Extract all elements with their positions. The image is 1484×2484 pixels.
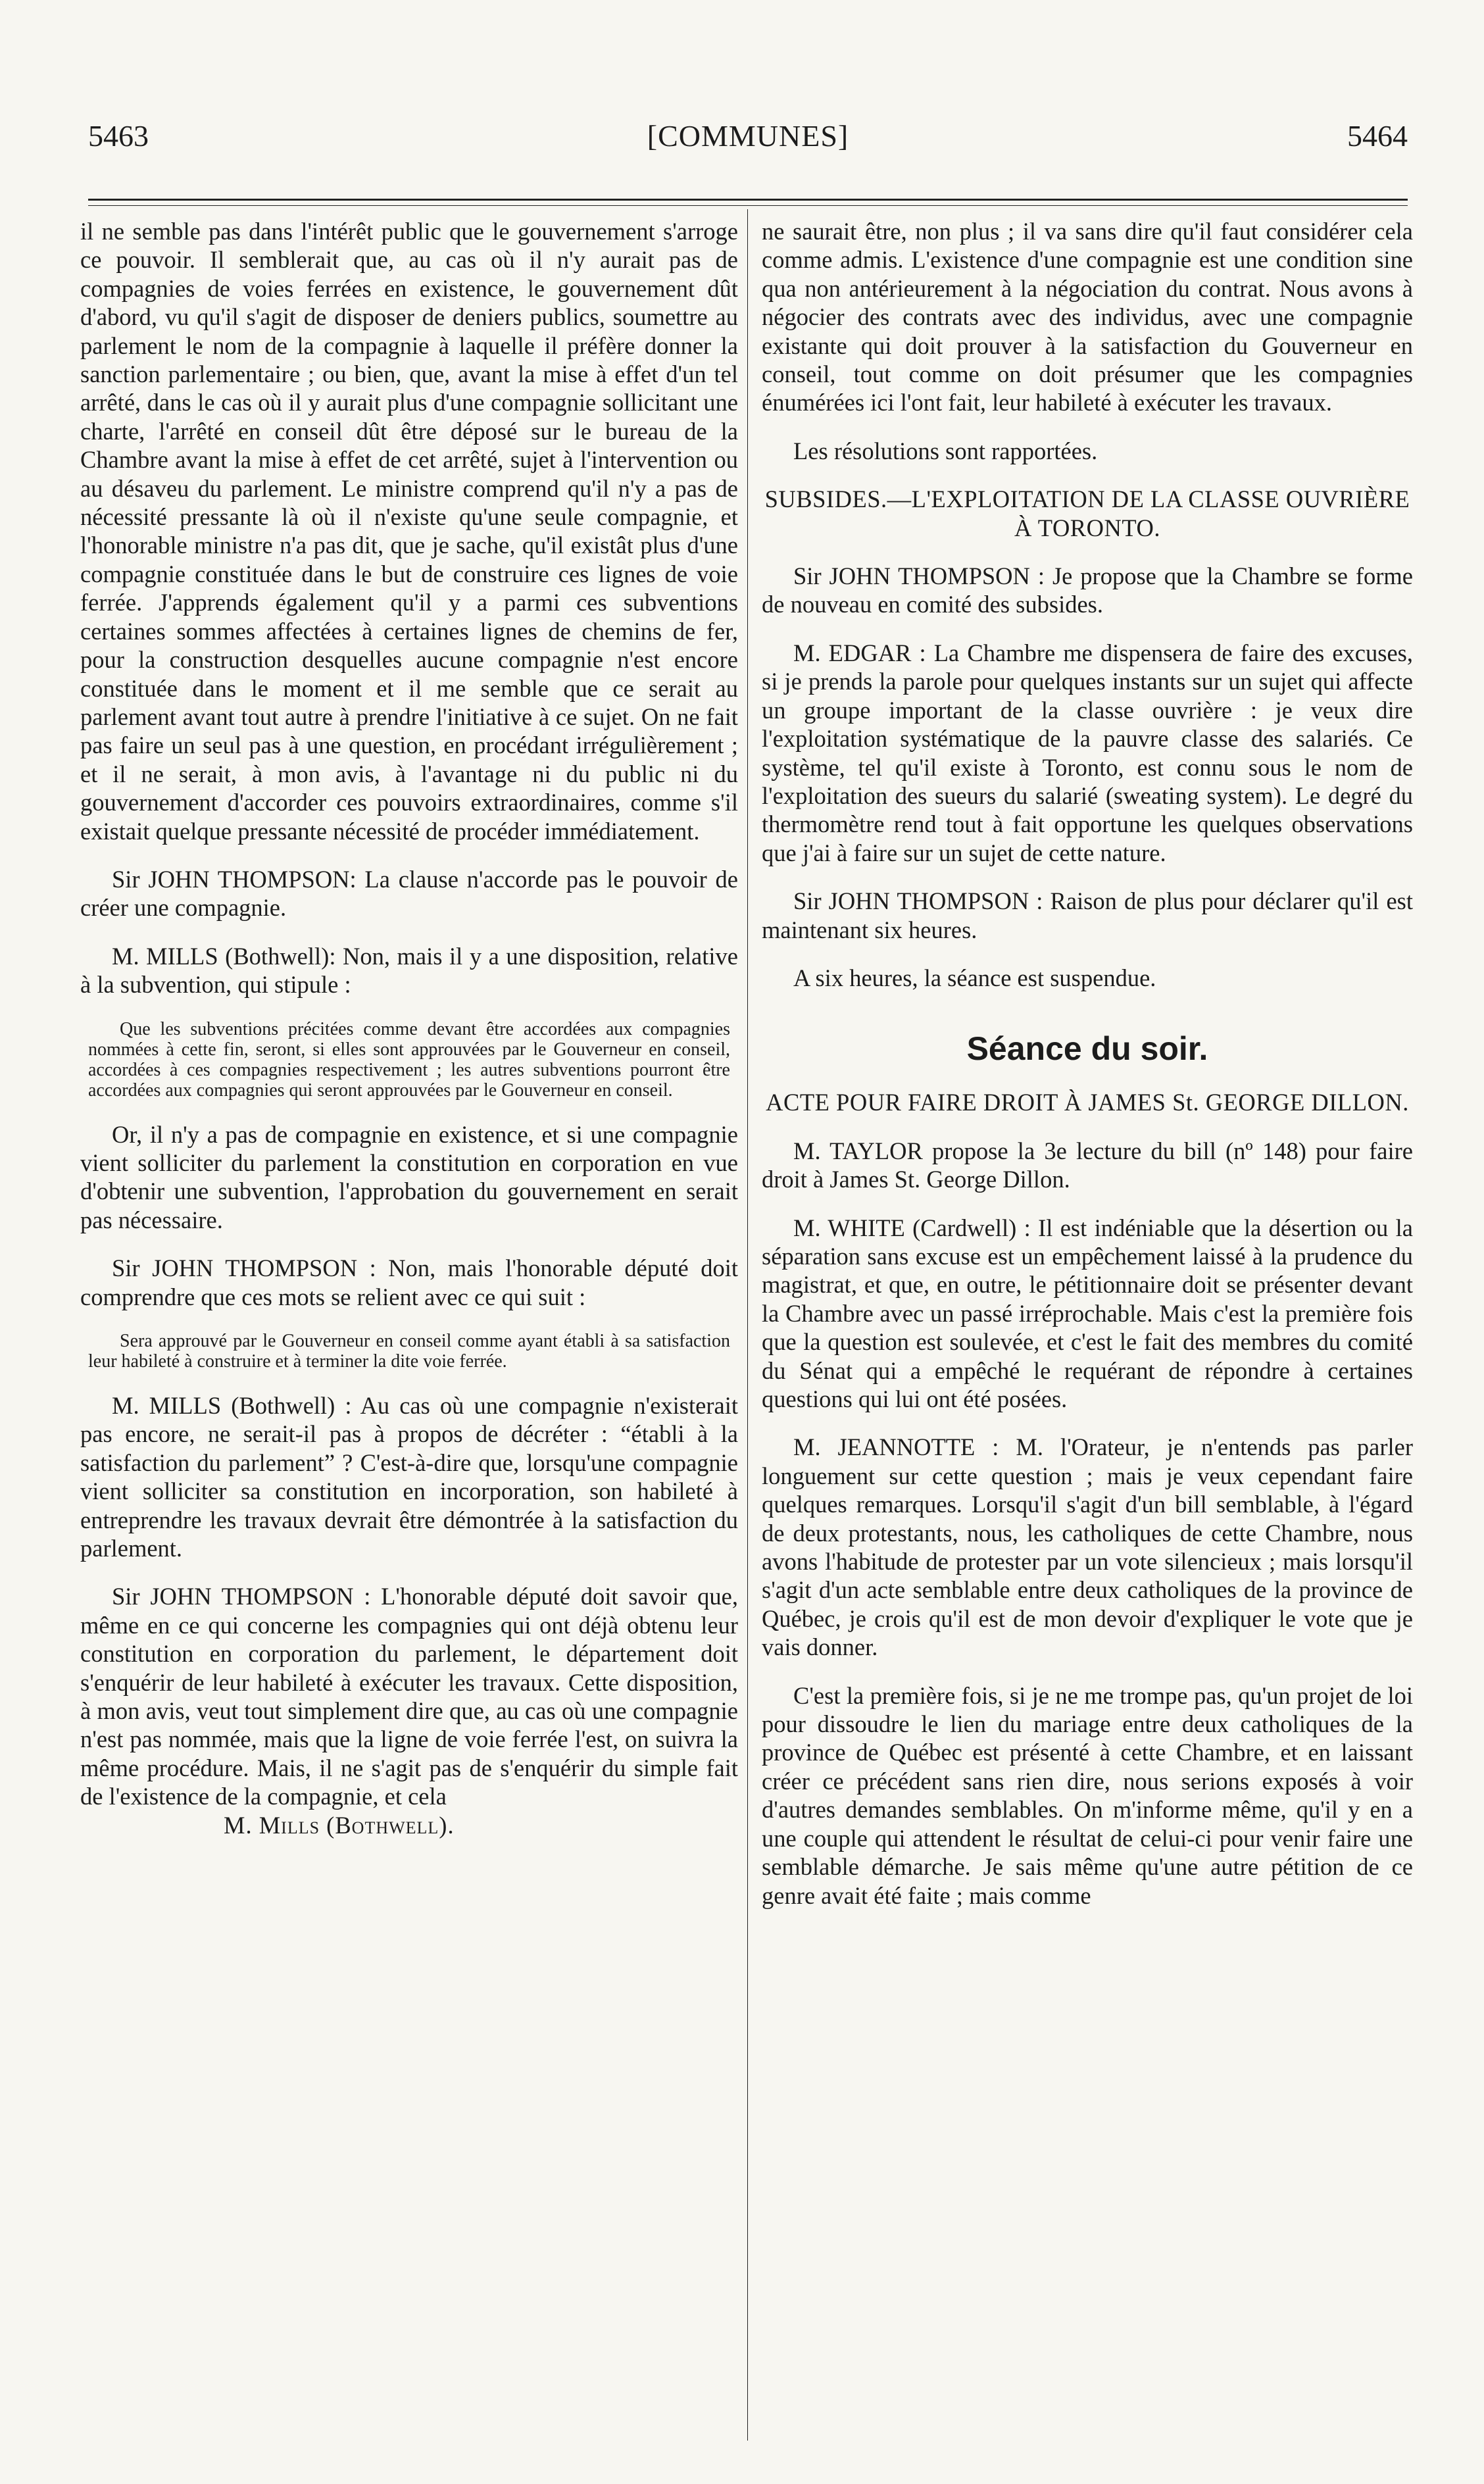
paragraph: M. JEANNOTTE : M. l'Orateur, je n'entends pas parler longuement sur cette question ; mais je veux cependant faire quelques remarques. Lorsqu'il s'agit d'un bill semblable, à l'égard de deux protestants, nous, les catholiques de cette Chambre, nous avons l'habitude de protester par un vote silencieux ; mais lorsqu'il s'agit d'un acte semblable entre deux catholiques de la province de Québec, je crois qu'il est de mon devoir d'expliquer le vote que je vais donner. [762, 1433, 1413, 1661]
paragraph: ne saurait être, non plus ; il va sans dire qu'il faut considérer cela comme admis. L'existence d'une compagnie est une condition sine qua non antérieurement à la négociation du contrat. Nous avons à négocier des contrats avec des individus, avec une compagnie existante qui doit prouver à la satisfaction du Gouverneur en conseil, tout comme on doit présumer que les compagnies énumérées ici l'ont fait, leur habileté à exécuter les travaux. [762, 218, 1413, 416]
paragraph: il ne semble pas dans l'intérêt public que le gouvernement s'arroge ce pouvoir. Il semblerait que, au cas où il n'y aurait pas de compagnies de voies ferrées en existence, le gouvernement dût d'abord, vu qu'il s'agit de disposer de deniers publics, soumettre au parlement le nom de la compagnie à laquelle il préfère donner la sanction parlementaire ; ou bien, que, avant la mise à effet d'un tel arrêté, dans le cas où il y aurait plus d'une compagnie sollicitant une charte, l'arrêté en conseil dût être déposé sur le bureau de la Chambre avant la mise à effet de cet arrêté, sujet à l'intervention ou au désaveu du parlement. Le ministre comprend qu'il n'y a pas de nécessité pressante là où il n'existe qu'une seule compagnie, et l'honorable ministre n'a pas dit, que je sache, qu'il existât plus d'une compagnie constituée dans le but de construire ces lignes de voie ferrée. J'apprends également qu'il y a parmi ces subventions certaines sommes affectées à certaines lignes de chemins de fer, pour la construction desquelles aucune compagnie n'est encore constituée dans le moment et il me semble que ce serait au parlement avant tout autre à prendre l'initiative à ce sujet. On ne fait pas faire un seul pas à une question, en procédant irrégulièrement ; et il ne serait, à mon avis, à l'avantage ni du public ni du gouvernement d'accorder ces pouvoirs extraordinaires, comme s'il existait quelque pressante nécessité de procéder immédiatement. [80, 218, 738, 845]
page-header [88, 118, 1408, 171]
paragraph: Or, il n'y a pas de compagnie en existence, et si une compagnie vient solliciter du parlement la constitution en corporation en vue d'obtenir une subvention, l'approbation du gouvernement en serait pas nécessaire. [80, 1120, 738, 1233]
page-footer-speaker: M. Mills (Bothwell). [224, 1811, 455, 1839]
paragraph: Sir JOHN THOMPSON: La clause n'accorde pas le pouvoir de créer une compagnie. [80, 865, 738, 922]
paragraph: C'est la première fois, si je ne me trompe pas, qu'un projet de loi pour dissoudre le lien du mariage entre deux catholiques de la province de Québec est présenté à cette Chambre, et en laissant créer ce précédent sans rien dire, nous serions exposés à voir d'autres demandes semblables. On m'informe même, qu'il y en a une couple qui attendent le résultat de celui-ci pour venir faire une semblable démarche. Je sais même qu'une autre pétition de ce genre avait été faite ; mais comme [762, 1681, 1413, 1909]
quoted-clause: Que les subventions précitées comme devant être accordées aux compagnies nommées à cette fin, seront, si elles sont approuvées par le Gouverneur en conseil, accordées à ces compagnies respectivement ; les autres subventions pourront être accordées aux compagnies qui seront approuvées par le Gouverneur en conseil. [88, 1018, 730, 1101]
paragraph: M. TAYLOR propose la 3e lecture du bill (nº 148) pour faire droit à James St. George Dillon. [762, 1137, 1413, 1193]
page-title: [COMMUNES] [647, 119, 849, 153]
right-column [762, 217, 1413, 1929]
section-heading: SUBSIDES.—L'EXPLOITATION DE LA CLASSE OUVRIÈRE À TORONTO. [764, 485, 1410, 541]
paragraph: Sir JOHN THOMPSON : Non, mais l'honorable député doit comprendre que ces mots se relient avec ce qui suit : [80, 1254, 738, 1310]
paragraph: Sir JOHN THOMPSON : Je propose que la Chambre se forme de nouveau en comité des subsides. [762, 562, 1413, 618]
page-number-left: 5463 [88, 119, 149, 153]
paragraph: M. MILLS (Bothwell): Non, mais il y a une disposition, relative à la subvention, qui stipule : [80, 942, 738, 999]
section-heading: ACTE POUR FAIRE DROIT À JAMES St. GEORGE DILLON. [766, 1089, 1409, 1116]
paragraph: Sir JOHN THOMPSON : L'honorable député doit savoir que, même en ce qui concerne les compagnies qui ont déjà obtenu leur constitution en corporation du parlement, le département doit s'enquérir de leur habileté à exécuter les travaux. Cette disposition, à mon avis, veut tout simplement dire que, au cas où une compagnie n'est pas nommée, mais que la ligne de voie ferrée l'est, on suivra la même procédure. Mais, il ne s'agit pas de s'enquérir du simple fait de l'existence de la compagnie, et cela [80, 1583, 738, 1810]
session-heading: Séance du soir. [966, 1030, 1208, 1068]
page-number-right: 5464 [1347, 119, 1408, 153]
paragraph: Les résolutions sont rapportées. [793, 437, 1098, 464]
paragraph: Sir JOHN THOMPSON : Raison de plus pour déclarer qu'il est maintenant six heures. [762, 887, 1413, 943]
paragraph: M. MILLS (Bothwell) : Au cas où une compagnie n'existerait pas encore, ne serait-il pas à propos de décréter : “établi à la satisfaction du parlement” ? C'est-à-dire que, lorsqu'une compagnie vient solliciter sa constitution en incorporation, son habileté à entreprendre les travaux devrait être démontrée à la satisfaction du parlement. [80, 1392, 738, 1562]
header-rule-thick [88, 199, 1408, 201]
paragraph: M. EDGAR : La Chambre me dispensera de faire des excuses, si je prends la parole pour quelques instants sur un sujet qui affecte un groupe important de la classe ouvrière : je veux dire l'exploitation systématique de la pauvre classe des salariés. Ce système, tel qu'il existe à Toronto, est connu sous le nom de l'exploitation des sueurs du salarié (sweating system). Le degré du thermomètre rend tout à fait opportune les quelques observations que j'ai à faire sur un sujet de cette nature. [762, 639, 1413, 866]
quoted-clause: Sera approuvé par le Gouverneur en conseil comme ayant établi à sa satisfaction leur habileté à construire et à terminer la dite voie ferrée. [88, 1331, 730, 1372]
left-column [80, 217, 738, 1839]
paragraph: M. WHITE (Cardwell) : Il est indéniable que la désertion ou la séparation sans excuse est un empêchement laissé à la prudence du magistrat, et que, en outre, le pétitionnaire doit se présenter devant la Chambre avec un passé irréprochable. Mais c'est la première fois que la question est soulevée, et c'est le fait des membres du comité du Sénat qui a empêché le requérant de répondre à certaines questions qui lui ont été posées. [762, 1214, 1413, 1412]
paragraph: A six heures, la séance est suspendue. [793, 964, 1156, 991]
header-rule-thin [88, 205, 1408, 206]
column-divider [747, 209, 748, 2441]
